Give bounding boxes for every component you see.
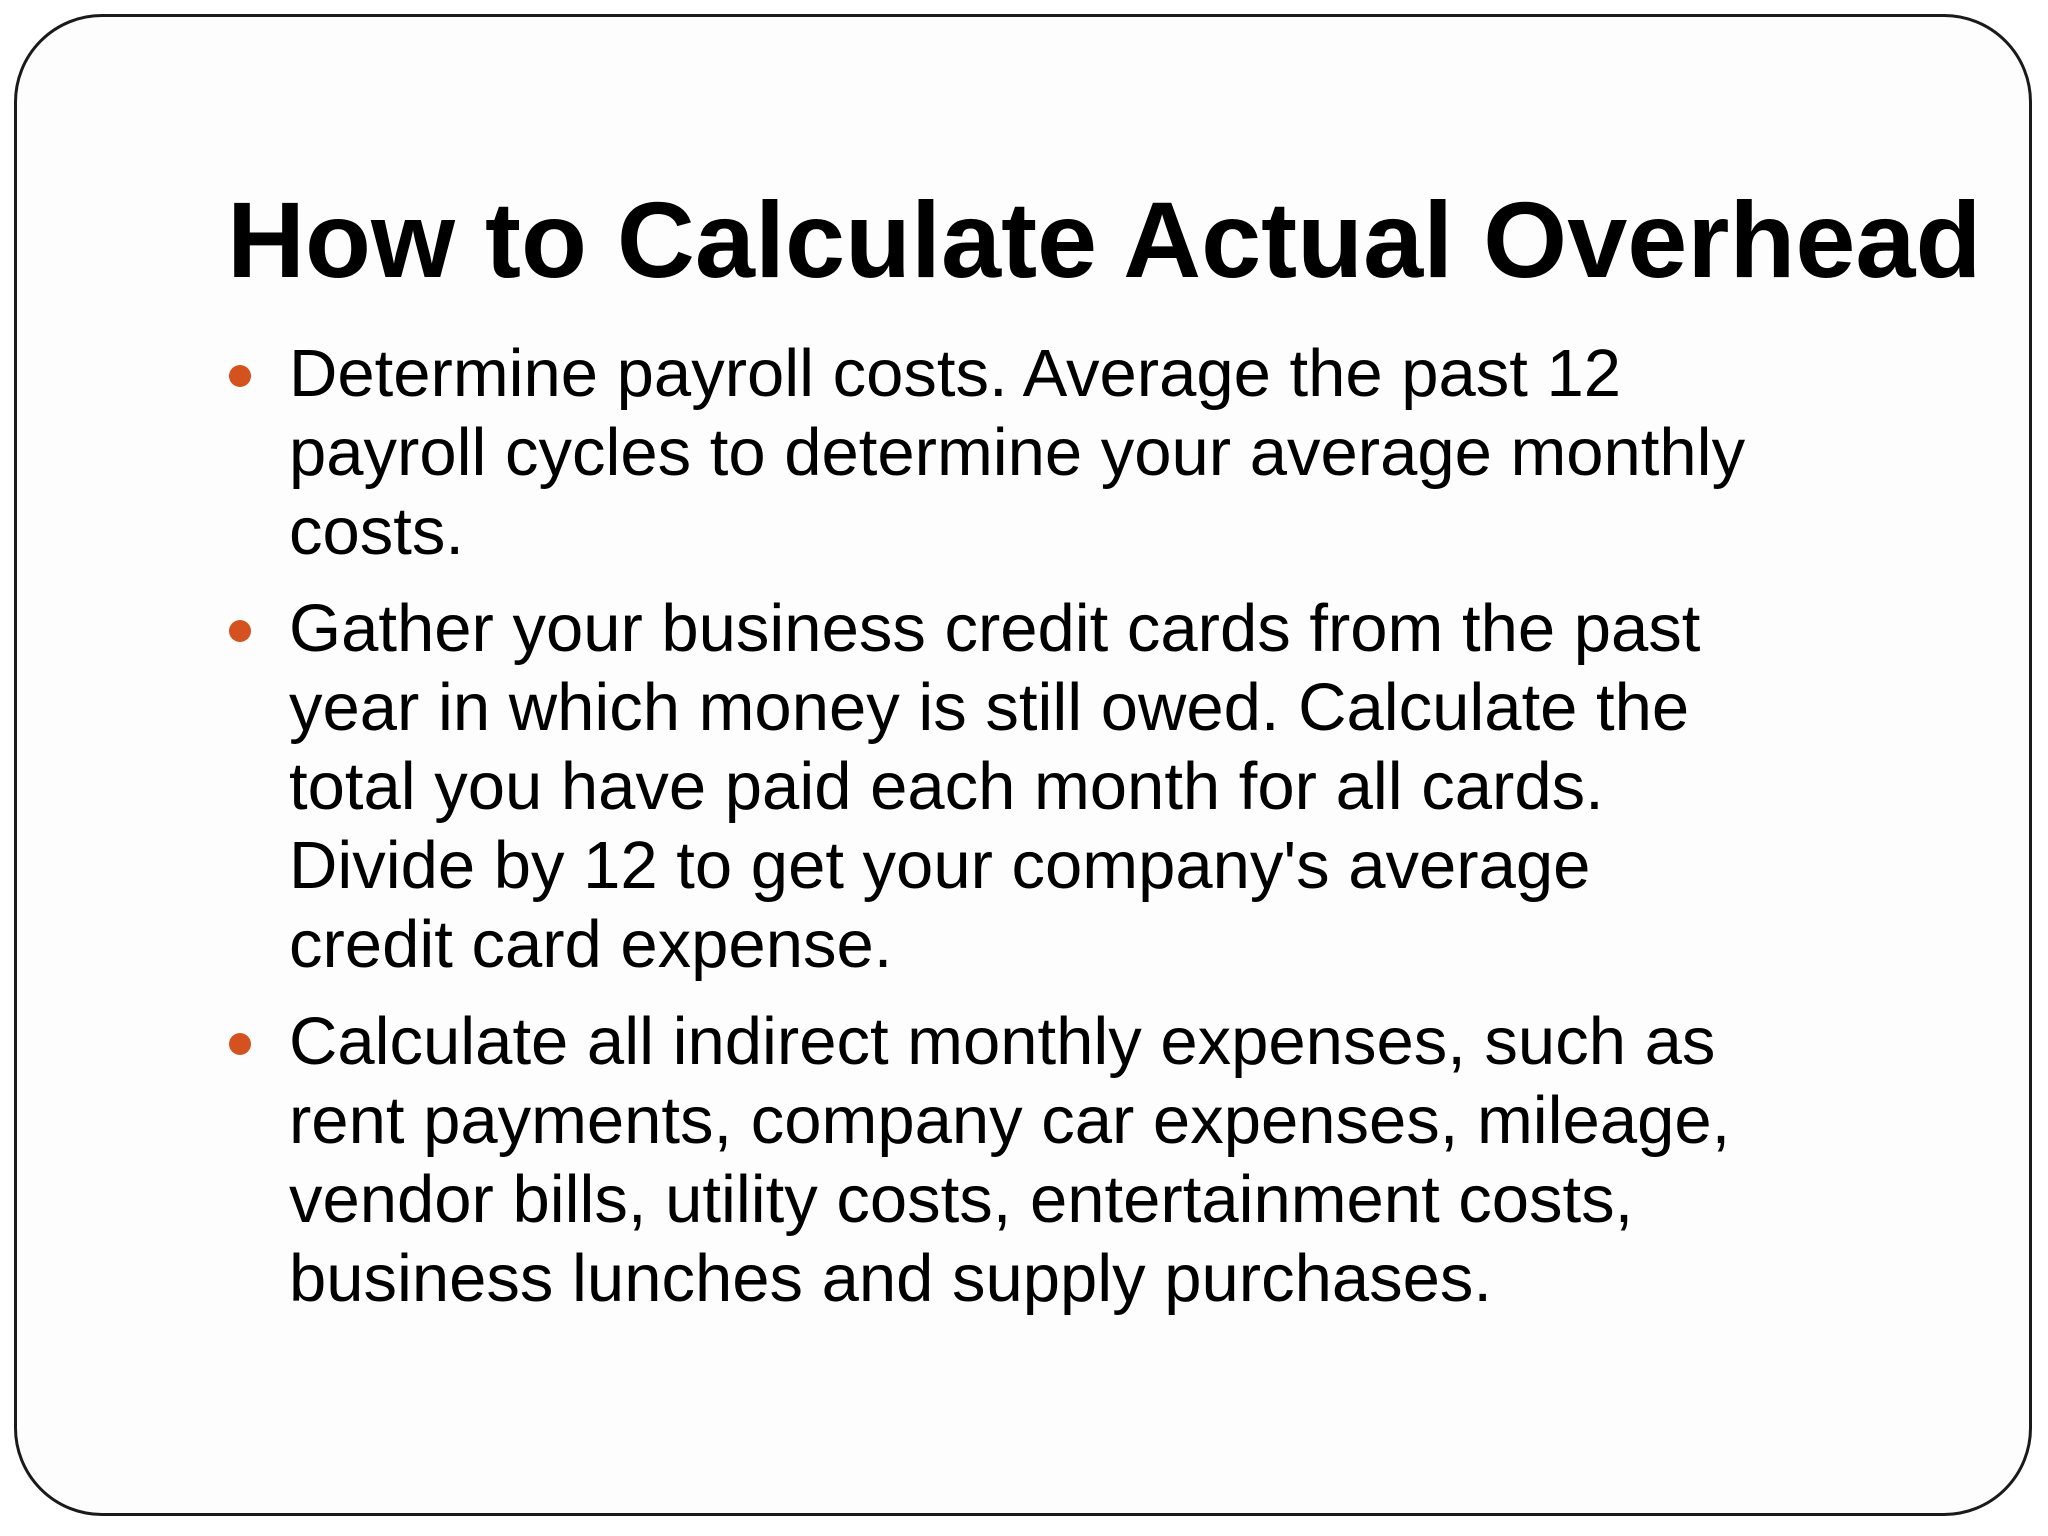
slide-title: How to Calculate Actual Overhead	[227, 179, 1982, 300]
bullet-line: rent payments, company car expenses, mileage,	[289, 1083, 1731, 1158]
bullet-text	[289, 589, 1927, 984]
bullet-dot-icon	[229, 620, 251, 642]
bullet-item-indirect-expenses	[227, 1002, 1927, 1318]
bullet-dot-icon	[229, 1033, 251, 1055]
bullet-text	[289, 334, 1927, 571]
bullet-item-payroll	[227, 334, 1927, 571]
bullet-line: year in which money is still owed. Calculate the	[289, 670, 1690, 745]
bullet-line: costs.	[289, 494, 464, 569]
bullet-list	[227, 334, 1927, 1336]
bullet-text	[289, 1002, 1927, 1318]
bullet-dot-icon	[229, 365, 251, 387]
bullet-line: Determine payroll costs. Average the past 12	[289, 336, 1622, 411]
bullet-line: business lunches and supply purchases.	[289, 1241, 1493, 1316]
bullet-line: total you have paid each month for all cards.	[289, 749, 1604, 824]
bullet-line: credit card expense.	[289, 907, 893, 982]
bullet-line: Calculate all indirect monthly expenses, such as	[289, 1004, 1716, 1079]
bullet-line: payroll cycles to determine your average monthly	[289, 415, 1746, 490]
bullet-item-credit-cards	[227, 589, 1927, 984]
bullet-line: Gather your business credit cards from the past	[289, 591, 1701, 666]
bullet-line: Divide by 12 to get your company's average	[289, 828, 1591, 903]
bullet-line: vendor bills, utility costs, entertainment costs,	[289, 1162, 1634, 1237]
